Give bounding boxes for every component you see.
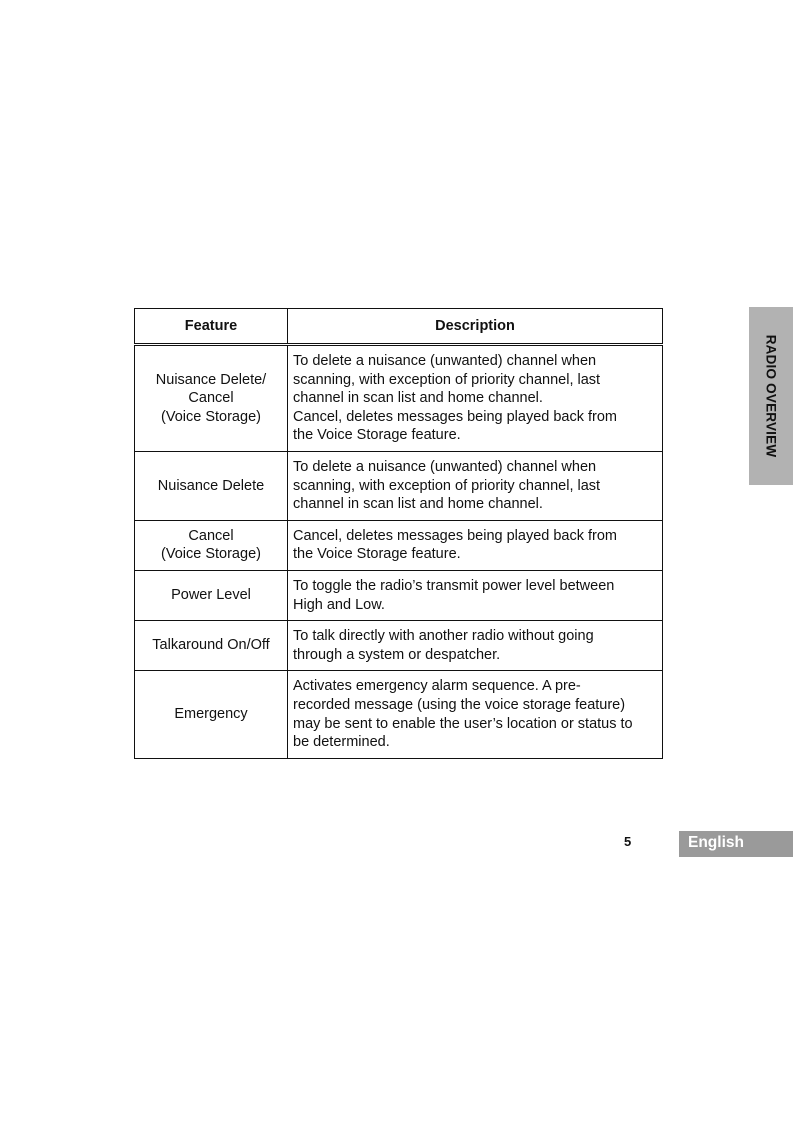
feature-cell — [135, 451, 288, 520]
description-cell — [288, 520, 663, 570]
table-row — [135, 520, 663, 570]
description-line: recorded message (using the voice storage feature) — [293, 696, 626, 713]
description-line: the Voice Storage feature. — [293, 427, 461, 444]
description-cell — [288, 621, 663, 671]
description-line: Cancel, deletes messages being played back from — [293, 527, 618, 544]
section-side-tab — [749, 307, 793, 485]
description-line: scanning, with exception of priority channel, last — [293, 371, 601, 388]
feature-table — [134, 308, 663, 759]
description-column-header: Description — [288, 309, 663, 345]
feature-line: (Voice Storage) — [161, 408, 261, 425]
feature-cell — [135, 345, 288, 452]
description-cell — [288, 451, 663, 520]
description-cell — [288, 671, 663, 758]
feature-cell — [135, 671, 288, 758]
description-line: through a system or despatcher. — [293, 646, 501, 663]
feature-line: Cancel — [188, 527, 234, 544]
section-side-tab-label: RADIO OVERVIEW — [763, 334, 779, 458]
page-number: 5 — [624, 834, 632, 849]
description-line: be determined. — [293, 734, 390, 751]
description-line: channel in scan list and home channel. — [293, 390, 543, 407]
feature-line: Power Level — [171, 587, 251, 604]
feature-column-header: Feature — [135, 309, 288, 345]
table-row — [135, 671, 663, 758]
description-line: channel in scan list and home channel. — [293, 496, 543, 513]
description-line: may be sent to enable the user’s location or status to — [293, 715, 633, 732]
description-line: the Voice Storage feature. — [293, 546, 461, 563]
table-row — [135, 345, 663, 452]
feature-line: Nuisance Delete — [157, 477, 265, 494]
feature-line: Talkaround On/Off — [152, 637, 270, 654]
feature-line: Cancel — [188, 390, 234, 407]
table-header-row — [135, 309, 663, 345]
description-line: To delete a nuisance (unwanted) channel when — [293, 458, 597, 475]
description-line: Cancel, deletes messages being played back from — [293, 408, 618, 425]
description-cell — [288, 570, 663, 620]
description-line: To talk directly with another radio without going — [293, 628, 594, 645]
table-row — [135, 570, 663, 620]
feature-line: Nuisance Delete/ — [155, 371, 267, 388]
feature-cell — [135, 520, 288, 570]
language-tab: English — [679, 831, 793, 857]
feature-cell — [135, 621, 288, 671]
table-row — [135, 621, 663, 671]
description-line: Activates emergency alarm sequence. A pre- — [293, 678, 581, 695]
description-cell — [288, 345, 663, 452]
description-line: High and Low. — [293, 596, 385, 613]
feature-cell — [135, 570, 288, 620]
table-row — [135, 451, 663, 520]
description-line: To delete a nuisance (unwanted) channel when — [293, 353, 597, 369]
description-line: scanning, with exception of priority channel, last — [293, 477, 601, 494]
description-line: To toggle the radio’s transmit power level between — [293, 577, 615, 594]
feature-line: Emergency — [174, 706, 248, 723]
feature-line: (Voice Storage) — [161, 546, 261, 563]
